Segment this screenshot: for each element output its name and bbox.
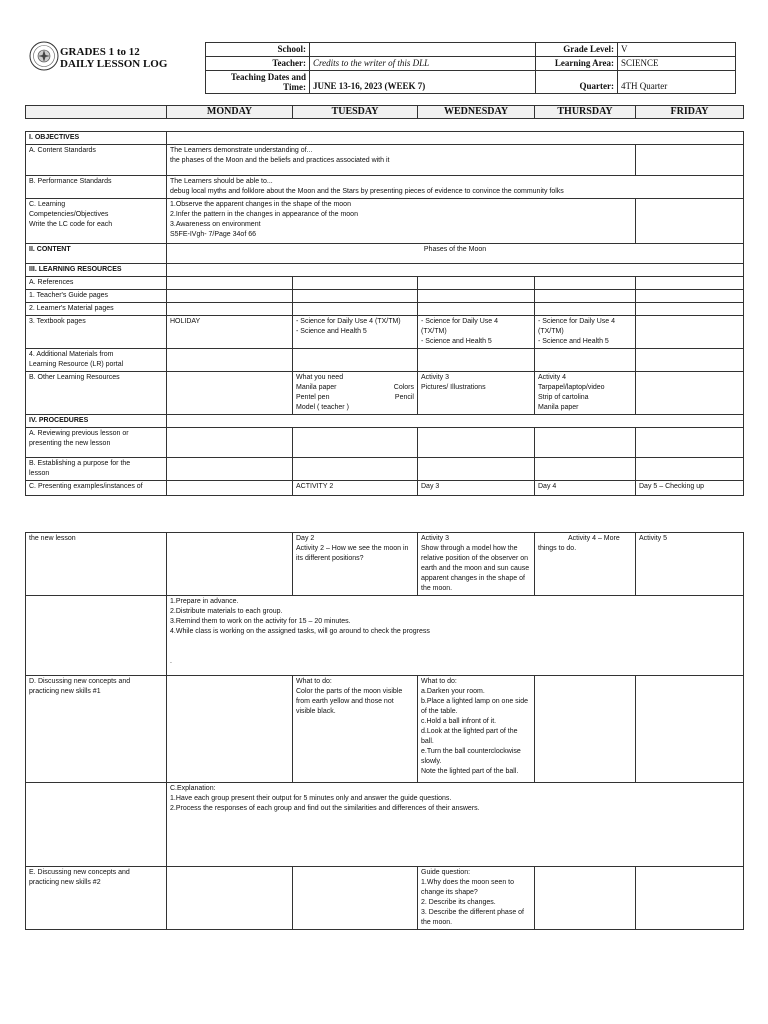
quarter-field[interactable]: 4TH Quarter: [618, 71, 736, 94]
grade-label: Grade Level:: [536, 43, 618, 57]
presenting-thursday: Day 4: [535, 481, 636, 496]
day-header-tuesday: TUESDAY: [293, 106, 418, 119]
new-lesson-label: the new lesson: [26, 533, 167, 596]
performance-standards-text: The Learners should be able to... debug local myths and folklore about the Moon and the Stars by presenting pieces of evidence to convince the community folks: [167, 176, 744, 199]
other-tuesday-item: Manila paper: [296, 384, 337, 391]
performance-standards-label: B. Performance Standards: [26, 176, 167, 199]
textbook-wednesday: - Science for Daily Use 4 (TX/TM) - Science and Health 5: [418, 316, 535, 349]
competencies-label: C. Learning Competencies/Objectives Write the LC code for each: [26, 199, 167, 244]
textbook-tuesday: - Science for Daily Use 4 (TX/TM) - Science and Health 5: [293, 316, 418, 349]
presenting-friday: Day 5 – Checking up: [636, 481, 744, 496]
other-tuesday-item: Colors: [393, 384, 414, 391]
dates-label: Teaching Dates and Time:: [206, 71, 310, 94]
content-heading: II. CONTENT: [26, 244, 167, 264]
learners-material-label: 2. Learner's Material pages: [26, 303, 167, 316]
presenting-wednesday: Day 3: [418, 481, 535, 496]
teachers-guide-label: 1. Teacher's Guide pages: [26, 290, 167, 303]
discussing-1-label: D. Discussing new concepts and practicing new skills #1: [26, 676, 167, 783]
objectives-heading: I. OBJECTIVES: [26, 132, 167, 145]
purpose-label: B. Establishing a purpose for the lesson: [26, 458, 167, 481]
textbook-monday: HOLIDAY: [167, 316, 293, 349]
day-header-blank: [26, 106, 167, 119]
other-tuesday-item: Model ( teacher ): [296, 404, 349, 411]
teacher-field[interactable]: Credits to the writer of this DLL: [310, 57, 536, 71]
doc-title-line2: DAILY LESSON LOG: [60, 58, 168, 70]
content-text: Phases of the Moon: [167, 244, 744, 264]
deped-seal-icon: [29, 41, 59, 71]
header-table: [205, 42, 736, 94]
day-header-row: [25, 105, 744, 119]
day-header-thursday: THURSDAY: [535, 106, 636, 119]
presenting-label: C. Presenting examples/instances of: [26, 481, 167, 496]
other-tuesday-title: What you need: [296, 374, 344, 381]
doc-title-line1: GRADES 1 to 12: [60, 46, 140, 58]
other-tuesday-item: Pencil: [394, 394, 414, 401]
other-resources-tuesday: [293, 372, 418, 415]
discussing-2-label: E. Discussing new concepts and practicing new skills #2: [26, 867, 167, 930]
textbook-label: 3. Textbook pages: [26, 316, 167, 349]
doc-title: [60, 46, 167, 70]
grade-field[interactable]: V: [618, 43, 736, 57]
presenting-tuesday: ACTIVITY 2: [293, 481, 418, 496]
other-resources-wednesday: Activity 3 Pictures/ Illustrations: [418, 372, 535, 415]
textbook-thursday: - Science for Daily Use 4 (TX/TM) - Science and Health 5: [535, 316, 636, 349]
school-label: School:: [206, 43, 310, 57]
school-field[interactable]: [310, 43, 536, 57]
day-header-monday: MONDAY: [167, 106, 293, 119]
quarter-label: Quarter:: [536, 71, 618, 94]
lesson-table-page2: [25, 532, 744, 930]
learning-resources-heading: III. LEARNING RESOURCES: [26, 264, 167, 277]
discussing-2-wednesday: Guide question: 1.Why does the moon seen to change its shape? 2. Describe its changes. 3. Describe the different phase of the moon.: [418, 867, 535, 930]
day-header-wednesday: WEDNESDAY: [418, 106, 535, 119]
content-standards-text: The Learners demonstrate understanding of... the phases of the Moon and the beliefs and practices associated with it: [167, 145, 636, 176]
discussing-1-tuesday: What to do: Color the parts of the moon visible from earth yellow and those not visible black.: [293, 676, 418, 783]
procedures-heading: IV. PROCEDURES: [26, 415, 167, 428]
new-lesson-wednesday: Activity 3 Show through a model how the relative position of the observer on earth and the moon and sun cause apparent changes in the shape of the moon.: [418, 533, 535, 596]
learning-area-label: Learning Area:: [536, 57, 618, 71]
lesson-table-page1: [25, 131, 744, 496]
new-lesson-thursday: Activity 4 – More things to do.: [535, 533, 636, 596]
teacher-label: Teacher:: [206, 57, 310, 71]
discussing-1-wednesday: What to do: a.Darken your room. b.Place a lighted lamp on one side of the table. c.Hold a ball infront of it. d.Look at the lighted part of the ball. e.Turn the ball counterclockwise slowly. Note the lighted part of the ball.: [418, 676, 535, 783]
explanation-text: C.Explanation: 1.Have each group present their output for 5 minutes only and answer the guide questions. 2.Process the responses of each group and find out the similarities and differences of their answers.: [167, 783, 744, 867]
additional-materials-label: 4. Additional Materials from Learning Resource (LR) portal: [26, 349, 167, 372]
instructions-text: 1.Prepare in advance. 2.Distribute materials to each group. 3.Remind them to work on the activity for 15 – 20 minutes. 4.While class is working on the assigned tasks, will go around to check the progress .: [167, 596, 744, 676]
other-tuesday-item: Pentel pen: [296, 394, 330, 401]
references-label: A. References: [26, 277, 167, 290]
learning-area-field[interactable]: SCIENCE: [618, 57, 736, 71]
other-resources-thursday: Activity 4 Tarpapel/laptop/video Strip of cartolina Manila paper: [535, 372, 636, 415]
other-resources-label: B. Other Learning Resources: [26, 372, 167, 415]
review-label: A. Reviewing previous lesson or presenting the new lesson: [26, 428, 167, 458]
day-header-friday: FRIDAY: [636, 106, 744, 119]
new-lesson-tuesday: Day 2 Activity 2 – How we see the moon in its different positions?: [293, 533, 418, 596]
competencies-text: 1.Observe the apparent changes in the shape of the moon 2.Infer the pattern in the changes in appearance of the moon 3.Awareness on environment S5FE-IVgh- 7/Page 34of 66: [167, 199, 636, 244]
new-lesson-friday: Activity 5: [636, 533, 744, 596]
dates-field[interactable]: JUNE 13-16, 2023 (WEEK 7): [310, 71, 536, 94]
content-standards-label: A. Content Standards: [26, 145, 167, 176]
